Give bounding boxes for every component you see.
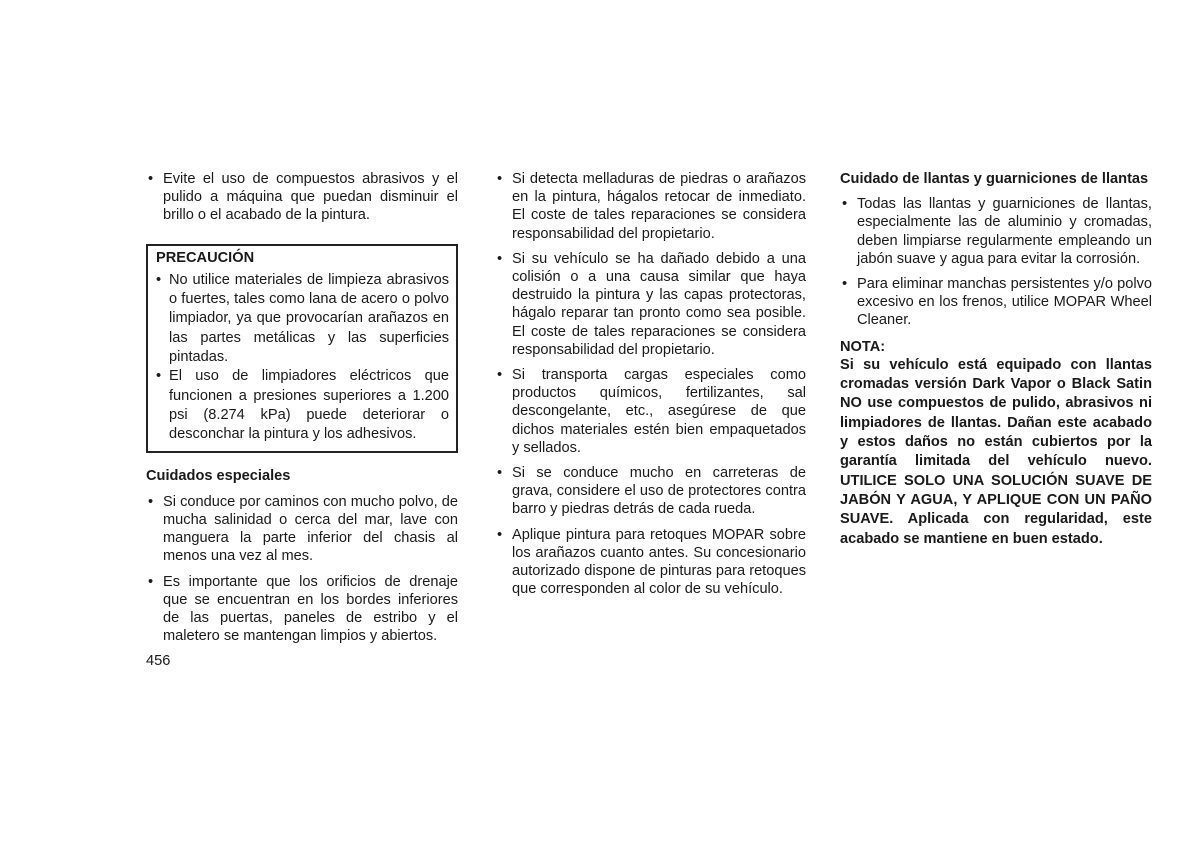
list-item-text: Si transporta cargas especiales como productos químicos, fertilizantes, sal descongelante, etc., asegúrese de que dichos materiales estén bien empaquetados y sellados. bbox=[512, 367, 806, 456]
list-item bbox=[495, 526, 806, 599]
bullet-icon: • bbox=[497, 526, 503, 543]
list-item-text: Es importante que los orificios de drenaje que se encuentran en los bordes inferiores de las puertas, paneles de estribo y el maletero se mantengan limpios y abiertos. bbox=[163, 573, 458, 645]
list-item-text: Evite el uso de compuestos abrasivos y el pulido a máquina que puedan disminuir el brillo o el acabado de la pintura. bbox=[163, 171, 458, 224]
list-item-text: Si se conduce mucho en carreteras de grava, considere el uso de protectores contra barro y piedras detrás de cada rueda. bbox=[512, 465, 806, 518]
bullet-icon: • bbox=[497, 367, 503, 384]
list-item-text: Aplique pintura para retoques MOPAR sobre los arañazos cuanto antes. Su concesionario autorizado dispone de pinturas para retoques que corresponden al color de su vehículo. bbox=[512, 526, 806, 598]
column-right bbox=[840, 170, 1152, 549]
column-middle bbox=[495, 170, 806, 605]
column-left bbox=[146, 170, 458, 652]
list-item-text: Si conduce por caminos con mucho polvo, de mucha salinidad o cerca del mar, lave con manguera la parte inferior del chasis al menos una vez al mes. bbox=[163, 493, 458, 565]
list-item-text: Si detecta melladuras de piedras o arañazos en la pintura, hágalos retocar de inmediato. El coste de tales reparaciones se considera responsabilidad del propietario. bbox=[512, 171, 806, 242]
bullet-icon: • bbox=[842, 276, 848, 293]
list-item bbox=[146, 493, 458, 566]
caution-item-text: El uso de limpiadores eléctricos que funcionen a presiones superiores a 1.200 psi (8.274 kPa) puede deteriorar o desconchar la pintura y los adhesivos. bbox=[169, 368, 449, 443]
section-heading: Cuidados especiales bbox=[146, 468, 291, 485]
list-item-text: Todas las llantas y guarniciones de llantas, especialmente las de aluminio y cromadas, deben limpiarse regularmente empleando un jabón suave y agua para evitar la corrosión. bbox=[857, 196, 1152, 267]
list-item bbox=[495, 464, 806, 519]
caution-box bbox=[146, 244, 458, 454]
bullet-icon: • bbox=[497, 171, 503, 187]
list-item bbox=[840, 275, 1152, 330]
list-item bbox=[840, 195, 1152, 268]
caution-title: PRECAUCIÓN bbox=[156, 249, 255, 266]
list-item bbox=[495, 250, 806, 359]
caution-item-text: No utilice materiales de limpieza abrasivos o fuertes, tales como lana de acero o polvo limpiador, ya que provocarían arañazos en las partes metálicas y las superficies pintadas. bbox=[169, 271, 449, 365]
caution-item bbox=[156, 271, 449, 367]
note-text: Si su vehículo está equipado con llantas cromadas versión Dark Vapor o Black Satin NO use compuestos de pulido, abrasivos ni limpiadores de llantas. Dañan este acabado y estos daños no están cubiertos por la garantía limitada del vehículo nuevo. UTILICE SOLO UNA SOLUCIÓN SUAVE DE JABÓN Y AGUA, Y APLIQUE CON UN PAÑO SUAVE. Aplicada con regularidad, este acabado se mantiene en buen estado. bbox=[840, 356, 1152, 547]
bullet-icon: • bbox=[148, 493, 154, 510]
list-item bbox=[146, 573, 458, 646]
section-heading: Cuidado de llantas y guarniciones de llantas bbox=[840, 171, 1149, 187]
list-item bbox=[146, 170, 458, 225]
list-item-text: Para eliminar manchas persistentes y/o polvo excesivo en los frenos, utilice MOPAR Wheel Cleaner. bbox=[857, 276, 1152, 329]
list-item bbox=[495, 366, 806, 457]
bullet-icon: • bbox=[148, 573, 154, 590]
list-item-text: Si su vehículo se ha dañado debido a una colisión o a una causa similar que haya destruido la pintura y las capas protectoras, hágalo reparar tan pronto como sea posible. El coste de tales reparaciones se considera responsabilidad del propietario. bbox=[512, 250, 806, 358]
bullet-icon: • bbox=[497, 250, 503, 267]
bullet-icon: • bbox=[156, 368, 162, 385]
caution-item bbox=[156, 367, 449, 444]
bullet-icon: • bbox=[497, 465, 503, 482]
page-number: 456 bbox=[146, 653, 171, 669]
bullet-icon: • bbox=[156, 271, 162, 288]
list-item bbox=[495, 170, 806, 243]
bullet-icon: • bbox=[842, 196, 848, 213]
note-label: NOTA: bbox=[840, 338, 886, 355]
bullet-icon: • bbox=[148, 171, 154, 187]
